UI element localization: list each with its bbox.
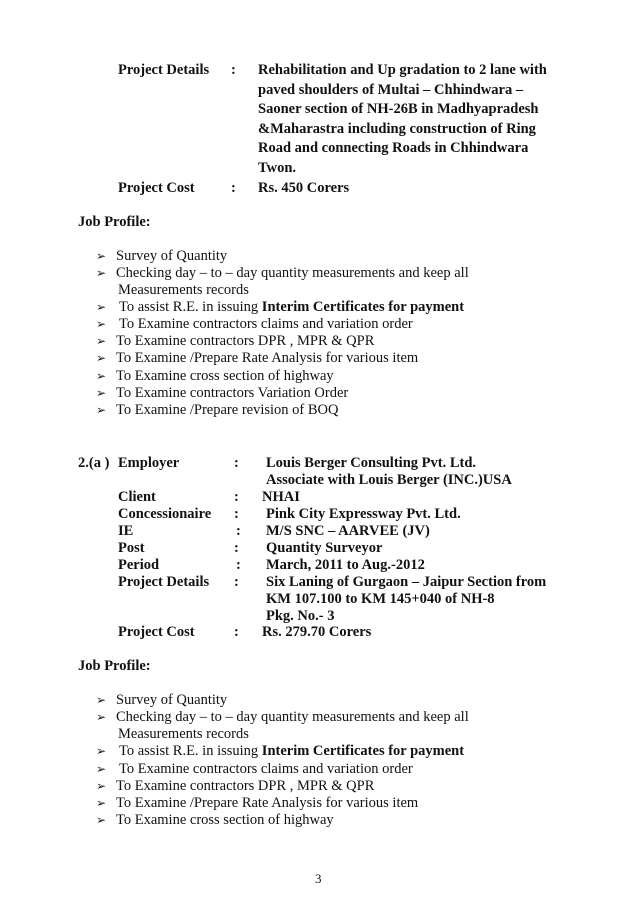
project-details-line: Pkg. No.- 3 [266,608,335,624]
employer-value: Louis Berger Consulting Pvt. Ltd. [266,455,477,471]
job-profile-heading: Job Profile: [78,214,151,230]
list-item: ➢ To assist R.E. in issuing Interim Certificates for payment [96,743,465,759]
arrow-bullet-icon: ➢ [96,266,107,280]
colon: : [234,455,239,471]
project-details-line: &Maharastra including construction of Ring [258,120,536,137]
section-number: 2.(a ) [78,455,110,471]
project-details-line: KM 107.100 to KM 145+040 of NH-8 [266,591,495,607]
list-item: ➢ To Examine contractors Variation Order [96,385,349,401]
project-details-value [258,61,547,178]
client-label: Client [118,489,156,505]
project-details-line: Saoner section of NH-26B in Madhyapradesh [258,101,539,117]
arrow-bullet-icon: ➢ [96,351,107,365]
arrow-bullet-icon: ➢ [96,249,107,263]
ie-value: M/S SNC – AARVEE (JV) [266,523,430,539]
concessionaire-label: Concessionaire [118,506,212,522]
period-label: Period [118,557,160,573]
arrow-bullet-icon: ➢ [96,693,107,707]
project-details-label: Project Details [118,574,210,590]
employer-label: Employer [118,455,180,471]
colon: : [234,489,239,505]
arrow-bullet-icon: ➢ [96,317,107,331]
project-details-line: Road and connecting Roads in Chhindwara [258,140,529,156]
list-item: ➢ Survey of Quantity [96,248,228,264]
project-cost-value: Rs. 279.70 Corers [262,624,372,640]
list-item: ➢ To Examine /Prepare Rate Analysis for various item [96,350,419,366]
post-value: Quantity Surveyor [266,540,383,556]
arrow-bullet-icon: ➢ [96,796,107,810]
list-item: ➢ To Examine /Prepare Rate Analysis for various item [96,795,419,811]
list-item: ➢ To Examine contractors DPR , MPR & QPR [96,778,375,794]
list-item-continuation: Measurements records [118,282,249,298]
project-details-line: Rehabilitation and Up gradation to 2 lane with [258,62,547,78]
list-item: ➢ To Examine cross section of highway [96,368,334,384]
arrow-bullet-icon: ➢ [96,744,107,758]
arrow-bullet-icon: ➢ [96,813,107,827]
page-number: 3 [315,871,322,886]
project-cost-label: Project Cost [118,624,195,640]
list-item: ➢ To Examine /Prepare revision of BOQ [96,402,339,418]
project-details-line: paved shoulders of Multai – Chhindwara – [258,81,524,98]
list-item: ➢ To Examine contractors claims and variation order [96,316,413,332]
project-cost-value: Rs. 450 Corers [258,180,350,196]
colon: : [231,62,236,78]
job-profile-heading: Job Profile: [78,658,151,674]
colon: : [234,574,239,590]
ie-label: IE [118,523,134,539]
colon: : [234,624,239,640]
arrow-bullet-icon: ➢ [96,386,107,400]
list-item: ➢ To Examine contractors claims and variation order [96,761,413,777]
list-item: ➢ Checking day – to – day quantity measurements and keep all [96,265,469,281]
list-item: ➢ To Examine contractors DPR , MPR & QPR [96,333,375,349]
client-value: NHAI [262,489,300,505]
arrow-bullet-icon: ➢ [96,710,107,724]
arrow-bullet-icon: ➢ [96,300,107,314]
colon: : [236,523,241,539]
concessionaire-value: Pink City Expressway Pvt. Ltd. [266,506,461,522]
list-item-continuation: Measurements records [118,726,249,742]
project-details-line: Six Laning of Gurgaon – Jaipur Section from [266,574,547,590]
project-details-label: Project Details [118,62,210,78]
colon: : [236,557,241,573]
project-details-line: Twon. [258,159,297,176]
arrow-bullet-icon: ➢ [96,779,107,793]
colon: : [234,540,239,556]
arrow-bullet-icon: ➢ [96,369,107,383]
list-item: ➢ To Examine cross section of highway [96,812,334,828]
post-label: Post [118,540,145,556]
period-value: March, 2011 to Aug.-2012 [266,557,425,573]
arrow-bullet-icon: ➢ [96,334,107,348]
colon: : [231,180,236,196]
arrow-bullet-icon: ➢ [96,762,107,776]
list-item: ➢ Survey of Quantity [96,692,228,708]
project-cost-label: Project Cost [118,180,195,196]
list-item: ➢ To assist R.E. in issuing Interim Certificates for payment [96,299,465,315]
colon: : [234,506,239,522]
arrow-bullet-icon: ➢ [96,403,107,417]
employer-associate: Associate with Louis Berger (INC.)USA [266,472,512,488]
list-item: ➢ Checking day – to – day quantity measurements and keep all [96,709,469,725]
